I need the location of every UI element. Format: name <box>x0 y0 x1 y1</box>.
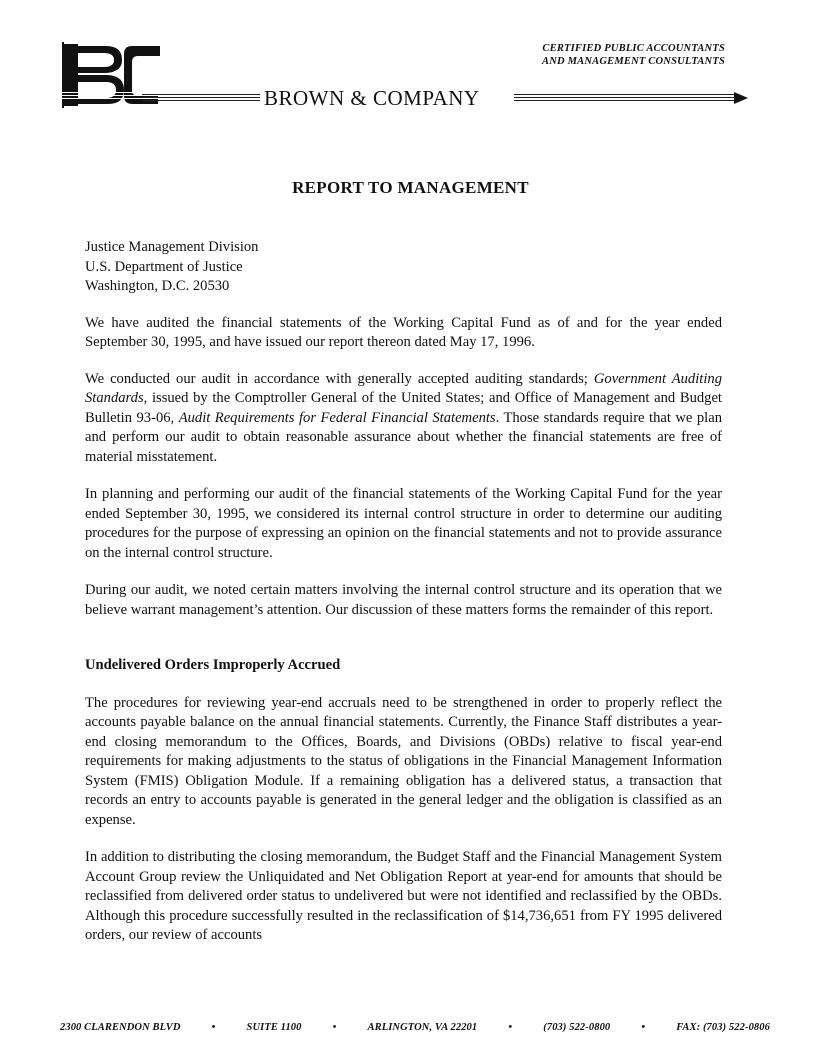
footer-separator: • <box>641 1022 646 1033</box>
footer-city: ARLINGTON, VA 22201 <box>367 1022 478 1033</box>
paragraph-1: We have audited the financial statements of the Working Capital Fund as of and for the year ended September 30, 1995, and have issued our report thereon dated May 17, 1996. <box>85 314 722 350</box>
banner-rule-left <box>142 94 260 102</box>
report-title: REPORT TO MANAGEMENT <box>292 178 529 197</box>
address-line-3: Washington, D.C. 20530 <box>85 278 230 294</box>
paragraph-2 <box>85 370 722 468</box>
firm-name-banner <box>142 86 752 112</box>
footer-separator: • <box>211 1022 216 1033</box>
footer-suite: SUITE 1100 <box>246 1022 302 1033</box>
paragraph-3: In planning and performing our audit of the financial statements of the Working Capital Fund for the year ended September 30, 1995, we considered its internal control structure in order to determine our auditing procedures for the purpose of expressing an opinion on the financial statements and not to provide assurance on the internal control structure. <box>85 486 722 561</box>
letter-body <box>85 238 722 946</box>
banner-rule-right <box>514 94 736 102</box>
letterhead-tagline <box>542 42 725 68</box>
section-heading: Undelivered Orders Improperly Accrued <box>85 657 341 673</box>
letterhead-footer <box>60 1022 770 1033</box>
paragraph-2-part-e: . Those standards require that we plan and perform our audit to obtain reasonable assurance about whether the financial statements are free of material misstatement. <box>85 409 722 465</box>
banner-arrow-icon <box>734 92 748 104</box>
recipient-address <box>85 238 722 297</box>
paragraph-6: In addition to distributing the closing memorandum, the Budget Staff and the Financial Management System Account Group review the Unliquidated and Net Obligation Report at year-end for amounts that should be reclassified from delivered order status to undelivered but were not identified and reclassified by the OBDs. Although this procedure successfully resulted in the reclassification of $14,736,651 from FY 1995 delivered orders, our review of accounts <box>85 849 722 943</box>
footer-fax: FAX: (703) 522-0806 <box>676 1022 770 1033</box>
tagline-line-2: AND MANAGEMENT CONSULTANTS <box>542 56 725 67</box>
paragraph-2-citation-2: Audit Requirements for Federal Financial Statements <box>178 409 496 426</box>
paragraph-2-citation-1: Government Auditing Standards <box>85 370 722 406</box>
footer-separator: • <box>508 1022 513 1033</box>
address-line-2: U.S. Department of Justice <box>85 258 243 275</box>
paragraph-5: The procedures for reviewing year-end accruals need to be strengthened in order to properly reflect the accounts payable balance on the annual financial statements. Currently, the Finance Staff distributes a year-end closing memorandum to the Offices, Boards, and Divisions (OBDs) relative to fiscal year-end requirements for making adjustments to the status of obligations in the Financial Management Information System (FMIS) Obligation Module. If a remaining obligation has a delivered status, a transaction that records an entry to accounts payable is generated in the general ledger and the obligation is classified as an expense. <box>85 694 722 828</box>
tagline-line-1: CERTIFIED PUBLIC ACCOUNTANTS <box>542 43 725 54</box>
footer-separator: • <box>332 1022 337 1033</box>
paragraph-2-part-c: , issued by the Comptroller General of the United States; and Office of Management and Budget Bulletin 93-06, <box>85 390 722 426</box>
address-line-1: Justice Management Division <box>85 239 259 255</box>
paragraph-2-part-a: We conducted our audit in accordance with generally accepted auditing standards; <box>85 370 594 387</box>
paragraph-4: During our audit, we noted certain matters involving the internal control structure and its operation that we believe warrant management’s attention. Our discussion of these matters forms the remainder of this report. <box>85 582 722 618</box>
footer-street: 2300 CLARENDON BLVD <box>60 1022 181 1033</box>
footer-phone: (703) 522-0800 <box>543 1022 611 1033</box>
firm-name: BROWN & COMPANY <box>264 86 480 110</box>
